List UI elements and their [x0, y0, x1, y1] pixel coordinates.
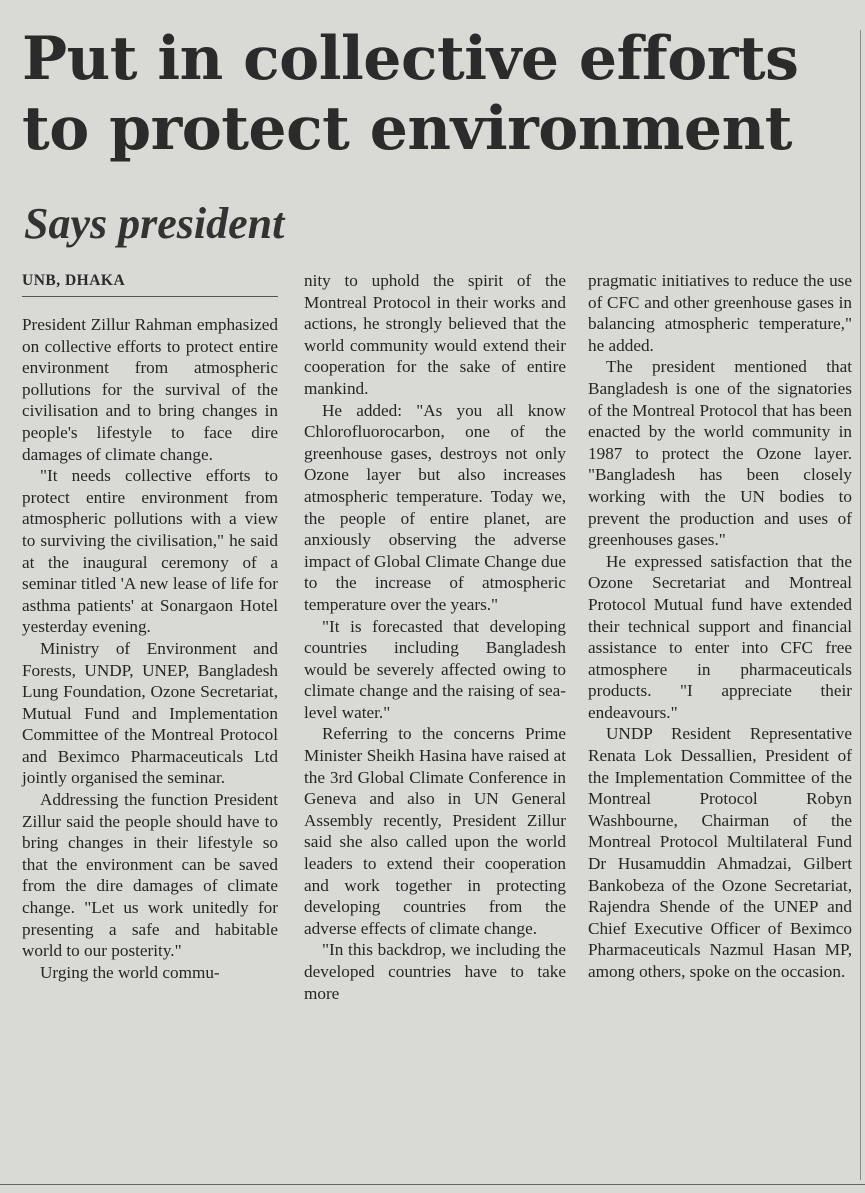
- bottom-divider: [0, 1184, 865, 1185]
- paragraph: UNDP Resident Representative Renata Lok Dessallien, President of the Implementation Committee of the Montreal Protocol Robyn Washbourne, Chairman of the Montreal Protocol Multilateral Fund Dr Husamuddin Ahmadzai, Gilbert Bankobeza of the Ozone Secretariat, Rajendra Shende of the UNEP and Chief Executive Officer of Beximco Pharmaceuticals Nazmul Hasan MP, among others, spoke on the occasion.: [588, 724, 852, 981]
- paragraph: The president mentioned that Bangladesh is one of the signatories of the Montreal Protocol that has been enacted by the world community in 1987 to protect the Ozone layer. "Bangladesh has been closely working with the UN bodies to prevent the production and uses of greenhouses gases.": [588, 357, 852, 550]
- paragraph: Addressing the function President Zillur said the people should have to bring changes in their lifestyle so that the environment can be saved from the dire damages of climate change. "Let us work unitedly for presenting a safe and habitable world to our posterity.": [22, 790, 278, 961]
- paragraph: Urging the world commu-: [40, 962, 220, 982]
- byline-divider: [22, 296, 278, 297]
- paragraph: "In this backdrop, we including the developed countries have to take more: [304, 940, 566, 1003]
- subheadline: Says president: [24, 199, 285, 248]
- paragraph: "It is forecasted that developing countries including Bangladesh would be severely affected owing to climate change and the raising of sea-level water.": [304, 616, 566, 722]
- column-3: [588, 270, 852, 983]
- right-edge-line: [860, 30, 861, 1180]
- paragraph: nity to uphold the spirit of the Montreal Protocol in their works and actions, he strongly believed that the world community would extend their cooperation for the sake of entire mankind.: [304, 271, 566, 398]
- byline: UNB, DHAKA: [22, 272, 126, 289]
- column-2: [304, 270, 566, 1004]
- paragraph: pragmatic initiatives to reduce the use of CFC and other greenhouse gases in balancing atmospheric temperature," he added.: [588, 271, 852, 355]
- column-1: [22, 314, 278, 983]
- paragraph: President Zillur Rahman emphasized on collective efforts to protect entire environment from atmospheric pollutions for the survival of the civilisation and to bring changes in people's lifestyle to face dire damages of climate change.: [22, 315, 278, 464]
- headline: Put in collective efforts to protect environment: [22, 24, 799, 164]
- paragraph: He added: "As you all know Chlorofluorocarbon, one of the greenhouse gases, destroys not only Ozone layer but also increases atmospheric temperature. Today we, the people of entire planet, are anxiously observing the adverse impact of Global Climate Change due to the increase of atmospheric temperature over the years.": [304, 400, 566, 614]
- paragraph: He expressed satisfaction that the Ozone Secretariat and Montreal Protocol Mutual fund have extended their technical support and financial assistance to enter into CFC free atmosphere in pharmaceuticals products. "I appreciate their endeavours.": [588, 551, 852, 722]
- paragraph: Referring to the concerns Prime Minister Sheikh Hasina have raised at the 3rd Global Climate Conference in Geneva and also in UN General Assembly recently, President Zillur said she also called upon the world leaders to extend their cooperation and work together in protecting developing countries from the adverse effects of climate change.: [304, 724, 566, 938]
- paragraph: Ministry of Environment and Forests, UNDP, UNEP, Bangladesh Lung Foundation, Ozone Secretariat, Mutual Fund and Implementation Committee of the Montreal Protocol and Beximco Pharmaceuticals Ltd jointly organised the seminar.: [22, 638, 278, 788]
- paragraph: "It needs collective efforts to protect entire environment from atmospheric pollutions with a view to surviving the civilisation," he said at the inaugural ceremony of a seminar titled 'A new lease of life for asthma patients' at Sonargaon Hotel yesterday evening.: [22, 466, 278, 637]
